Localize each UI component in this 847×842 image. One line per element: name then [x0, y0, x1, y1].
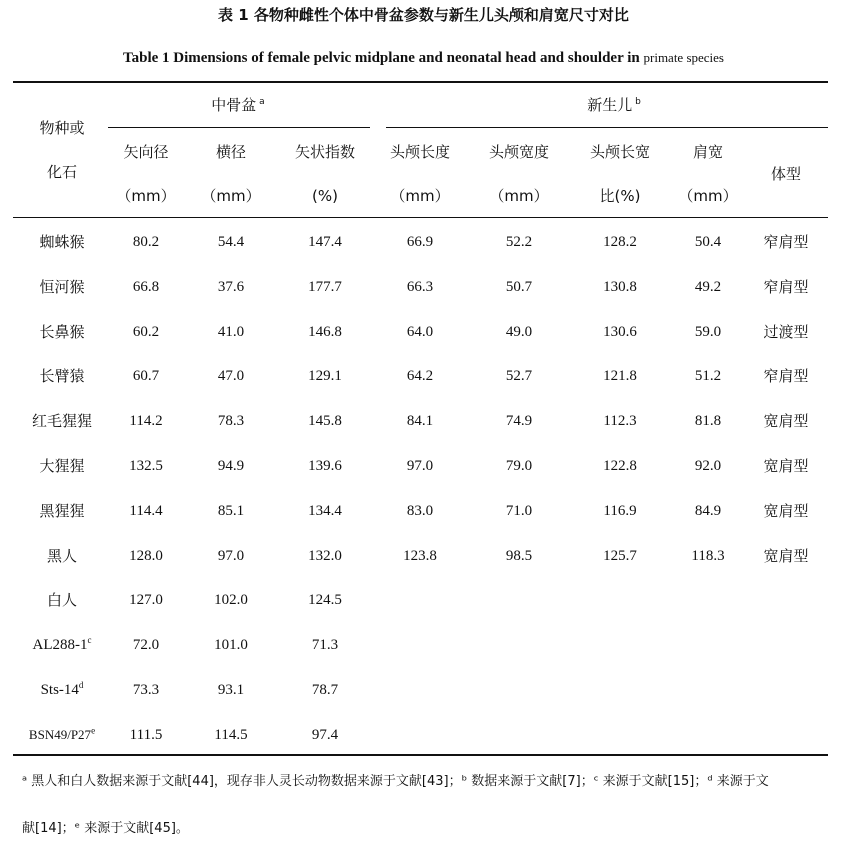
row-6-value-7: 92.0	[694, 458, 722, 474]
column-header-1-line2: （mm）	[116, 187, 176, 205]
row-12-value-1: 111.5	[129, 727, 163, 743]
row-7-value-2: 85.1	[217, 503, 245, 519]
species-header-line2: 化石	[46, 163, 78, 181]
row-8-value-2: 97.0	[217, 548, 245, 564]
row-5-species: 红毛猩猩	[31, 412, 93, 430]
footnote-line-1: ᵃ 黑人和白人数据来源于文献[44]，现存非人灵长动物数据来源于文献[43]；ᵇ 数据来源于文献[7]；ᶜ 来源于文献[15]；ᵈ 来源于文	[22, 774, 769, 789]
row-7-value-6: 116.9	[603, 503, 637, 519]
row-3-body-type: 过渡型	[763, 323, 809, 341]
row-5-value-2: 78.3	[217, 413, 245, 429]
row-6-value-6: 122.8	[603, 458, 637, 474]
row-10-species: AL288-1$^c$	[32, 635, 92, 653]
column-header-5-line2: （mm）	[489, 187, 549, 205]
row-2-value-3: 177.7	[308, 279, 342, 295]
row-8-value-4: 123.8	[403, 548, 437, 564]
column-header-3-line1: 矢状指数	[294, 143, 356, 161]
row-1-value-5: 52.2	[505, 234, 533, 250]
row-5-value-4: 84.1	[406, 413, 434, 429]
row-1-species: 蜘蛛猴	[39, 233, 85, 251]
row-1-value-6: 128.2	[603, 234, 637, 250]
row-6-species: 大猩猩	[39, 457, 85, 475]
neonate-group-underline	[386, 127, 828, 128]
row-12-species: BSN49/P27e	[28, 725, 96, 742]
header-bottom-rule	[13, 217, 828, 218]
row-4-value-3: 129.1	[308, 368, 342, 384]
group-header-neonate: 新生儿 $^b$	[587, 96, 641, 114]
row-10-value-2: 101.0	[214, 637, 248, 653]
row-6-body-type: 宽肩型	[763, 457, 809, 475]
row-8-body-type: 宽肩型	[763, 547, 809, 565]
row-11-value-1: 73.3	[132, 682, 160, 698]
column-header-5-line1: 头颅宽度	[488, 143, 550, 161]
column-header-3-line2: (%)	[312, 187, 338, 205]
row-9-value-2: 102.0	[214, 592, 248, 608]
row-4-value-7: 51.2	[694, 368, 722, 384]
row-8-value-3: 132.0	[308, 548, 342, 564]
row-11-value-3: 78.7	[311, 682, 339, 698]
row-12-value-3: 97.4	[311, 727, 339, 743]
row-7-species: 黑猩猩	[39, 502, 85, 520]
row-2-value-6: 130.8	[603, 279, 637, 295]
footnote-line-2: 献[14]；ᵉ 来源于文献[45]。	[22, 821, 189, 836]
row-2-value-4: 66.3	[406, 279, 434, 295]
row-3-value-5: 49.0	[505, 324, 533, 340]
row-5-body-type: 宽肩型	[763, 412, 809, 430]
row-11-species-sup: d	[78, 680, 84, 690]
column-header-7-line1: 肩宽	[692, 143, 724, 161]
row-2-body-type: 窄肩型	[763, 278, 809, 296]
row-2-value-2: 37.6	[217, 279, 245, 295]
row-4-value-4: 64.2	[406, 368, 434, 384]
row-7-body-type: 宽肩型	[763, 502, 809, 520]
table-title-english-tail: primate species	[643, 50, 724, 65]
row-8-value-1: 128.0	[129, 548, 163, 564]
row-3-species: 长鼻猴	[39, 323, 85, 341]
row-10-value-1: 72.0	[132, 637, 160, 653]
row-1-value-7: 50.4	[694, 234, 722, 250]
row-6-value-4: 97.0	[406, 458, 434, 474]
row-1-value-3: 147.4	[308, 234, 342, 250]
row-1-value-4: 66.9	[406, 234, 434, 250]
column-header-4-line1: 头颅长度	[389, 143, 451, 161]
column-header-2-line2: （mm）	[201, 187, 261, 205]
row-3-value-3: 146.8	[308, 324, 342, 340]
row-5-value-6: 112.3	[603, 413, 637, 429]
table-top-rule	[13, 81, 828, 83]
group-header-pelvis: 中骨盆 $^a$	[211, 96, 265, 114]
row-2-value-1: 66.8	[132, 279, 160, 295]
table-title-english	[0, 50, 847, 67]
table-title-chinese: 表 1 各物种雌性个体中骨盆参数与新生儿头颅和肩宽尺寸对比	[218, 6, 629, 24]
group-header-neonate-sup: b	[632, 97, 641, 107]
row-3-value-4: 64.0	[406, 324, 434, 340]
column-header-6-line2: 比(%)	[599, 187, 641, 205]
table-title-english-main: Table 1 Dimensions of female pelvic midplane and neonatal head and shoulder in	[122, 50, 640, 66]
row-1-value-1: 80.2	[132, 234, 160, 250]
row-5-value-7: 81.8	[694, 413, 722, 429]
row-9-value-1: 127.0	[129, 592, 163, 608]
row-8-value-6: 125.7	[603, 548, 637, 564]
row-8-value-7: 118.3	[691, 548, 725, 564]
row-4-value-5: 52.7	[505, 368, 533, 384]
column-header-2-line1: 横径	[215, 143, 247, 161]
row-7-value-3: 134.4	[308, 503, 342, 519]
column-header-6-line1: 头颅长宽	[589, 143, 651, 161]
table-bottom-rule	[13, 754, 828, 756]
row-1-value-2: 54.4	[217, 234, 245, 250]
row-6-value-2: 94.9	[217, 458, 245, 474]
row-4-value-2: 47.0	[217, 368, 245, 384]
column-header-1-line1: 矢向径	[123, 143, 169, 161]
row-2-value-5: 50.7	[505, 279, 533, 295]
column-header-7-line2: （mm）	[678, 187, 738, 205]
row-6-value-5: 79.0	[505, 458, 533, 474]
row-12-value-2: 114.5	[214, 727, 248, 743]
row-7-value-1: 114.4	[129, 503, 163, 519]
row-3-value-1: 60.2	[132, 324, 160, 340]
pelvis-group-underline	[108, 127, 370, 128]
row-9-species: 白人	[46, 591, 78, 609]
row-11-value-2: 93.1	[217, 682, 245, 698]
row-7-value-5: 71.0	[505, 503, 533, 519]
row-2-species: 恒河猴	[39, 278, 85, 296]
row-7-value-7: 84.9	[694, 503, 722, 519]
row-9-value-3: 124.5	[308, 592, 342, 608]
row-1-body-type: 窄肩型	[763, 233, 809, 251]
species-header-line1: 物种或	[39, 119, 85, 137]
row-10-species-sup: c	[87, 635, 92, 645]
group-header-pelvis-sup: a	[256, 97, 265, 107]
row-3-value-6: 130.6	[603, 324, 637, 340]
row-4-value-6: 121.8	[603, 368, 637, 384]
row-10-value-3: 71.3	[311, 637, 339, 653]
row-3-value-7: 59.0	[694, 324, 722, 340]
row-4-value-1: 60.7	[132, 368, 160, 384]
row-5-value-3: 145.8	[308, 413, 342, 429]
row-6-value-1: 132.5	[129, 458, 163, 474]
column-header-body-type: 体型	[770, 165, 802, 183]
row-6-value-3: 139.6	[308, 458, 342, 474]
row-4-body-type: 窄肩型	[763, 367, 809, 385]
row-8-species: 黑人	[46, 547, 78, 565]
row-2-value-7: 49.2	[694, 279, 722, 295]
row-3-value-2: 41.0	[217, 324, 245, 340]
row-7-value-4: 83.0	[406, 503, 434, 519]
row-4-species: 长臂猿	[39, 367, 85, 385]
row-12-species-sup: e	[91, 725, 96, 736]
column-header-4-line2: （mm）	[390, 187, 450, 205]
row-8-value-5: 98.5	[505, 548, 533, 564]
row-5-value-1: 114.2	[129, 413, 163, 429]
row-11-species: Sts-14$^d$	[40, 680, 84, 698]
row-5-value-5: 74.9	[505, 413, 533, 429]
